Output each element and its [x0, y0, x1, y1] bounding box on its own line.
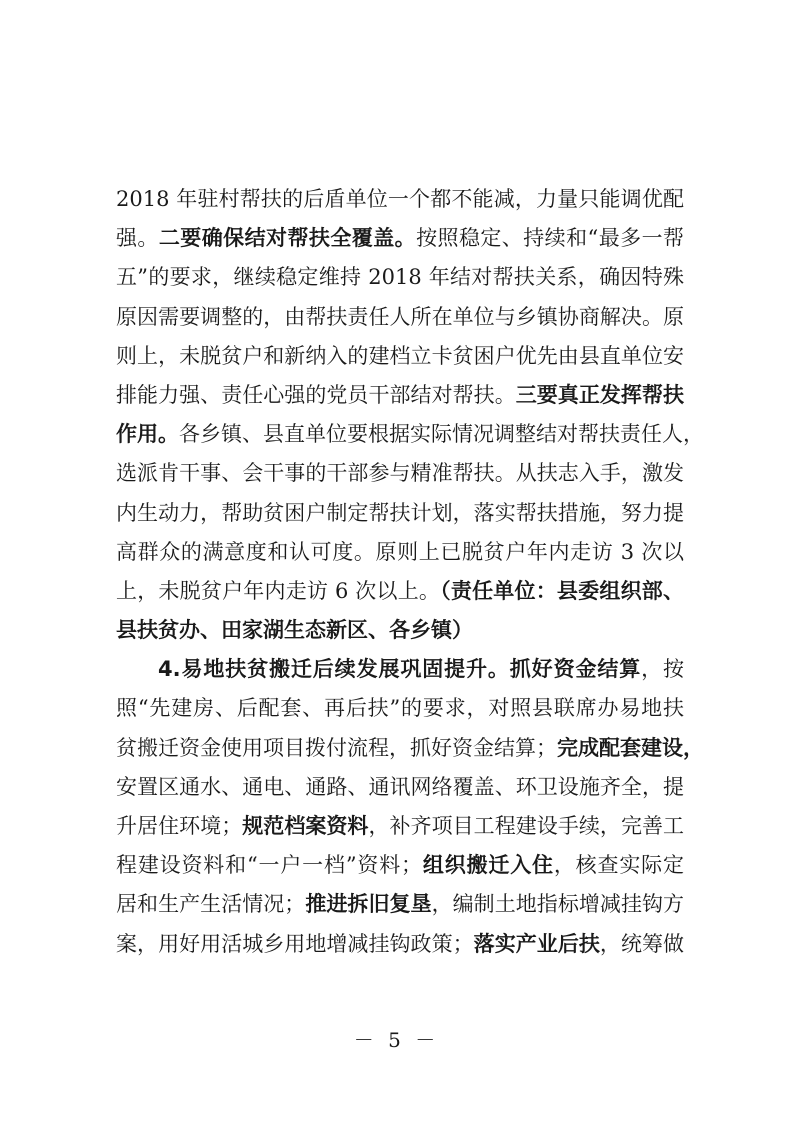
text-run: 2018 年驻村帮扶的后盾单位一个都不能减，力量只能调优配	[116, 187, 684, 211]
text-run: 按照稳定、持续和“最多一帮	[416, 226, 685, 251]
text-run: 则上，未脱贫户和新纳入的建档立卡贫困户优先由县直单位安	[116, 343, 684, 368]
section-heading: 4.易地扶贫搬迁后续发展巩固提升。	[158, 657, 510, 682]
text-line	[116, 768, 684, 807]
text-line	[116, 885, 684, 924]
text-line	[116, 925, 684, 964]
text-run: 五”的要求，继续稳定维持 2018 年结对帮扶关系，确因特殊	[116, 265, 684, 290]
responsible-units-run: 县扶贫办、田家湖生态新区、各乡镇）	[116, 618, 473, 643]
text-run: 居和生产生活情况；	[116, 892, 306, 917]
text-line	[116, 219, 684, 258]
text-run: 各乡镇、县直单位要根据实际情况调整结对帮扶责任人，	[179, 422, 704, 447]
text-run: 安置区通水、通电、通路、通讯网络覆盖、环卫设施齐全，提	[116, 774, 684, 799]
text-run: ，按	[641, 657, 685, 682]
bold-keyword-run: 落实产业后扶	[473, 931, 600, 956]
bold-keyword-run: 抓好资金结算	[509, 657, 642, 682]
text-line	[116, 846, 684, 885]
text-line	[116, 415, 704, 454]
text-run: ，补齐项目工程建设手续，完善工	[368, 814, 685, 838]
responsible-units-run: （责任单位：县委组织部、	[440, 578, 684, 603]
text-line	[116, 337, 684, 376]
text-line	[116, 533, 684, 572]
text-line	[116, 611, 684, 650]
bold-heading-run: 作用。	[116, 422, 179, 447]
text-run: 高群众的满意度和认可度。原则上已脱贫户年内走访 3 次以	[116, 539, 684, 564]
text-line	[116, 689, 684, 728]
text-run: 原因需要调整的，由帮扶责任人所在单位与乡镇协商解决。原	[116, 304, 684, 329]
text-line	[116, 729, 704, 768]
body-text	[116, 180, 704, 964]
text-line	[116, 180, 684, 219]
text-run: ，核查实际定	[553, 853, 684, 878]
text-run: 内生动力，帮助贫困户制定帮扶计划，落实帮扶措施，努力提	[116, 500, 684, 525]
text-run: 照“先建房、后配套、再后扶”的要求，对照县联席办易地扶	[116, 696, 684, 721]
text-run: 选派肯干事、会干事的干部参与精准帮扶。从扶志入手，激发	[116, 461, 684, 486]
text-run: ，编制土地指标增减挂钩方	[431, 892, 685, 917]
text-line	[116, 454, 684, 493]
text-line	[116, 807, 684, 846]
bold-keyword-run: 组织搬迁入住	[422, 853, 554, 878]
text-run: ，统筹做	[599, 931, 685, 956]
text-run: 升居住环境；	[116, 814, 243, 838]
text-run: 案，用好用活城乡用地增减挂钩政策；	[116, 931, 474, 956]
text-line	[116, 494, 684, 533]
bold-heading-run: 三要真正发挥帮扶	[515, 382, 685, 407]
text-line	[116, 258, 684, 297]
text-line	[116, 572, 684, 611]
text-run: 贫搬迁资金使用项目拨付流程，抓好资金结算；	[116, 735, 557, 760]
text-run: 程建设资料和“一户一档”资料；	[116, 853, 423, 878]
bold-keyword-run: 推进拆旧复垦	[305, 892, 432, 917]
section-heading-line	[116, 650, 684, 689]
page-number: － 5 －	[353, 1028, 440, 1052]
bold-keyword-run: 规范档案资料	[242, 814, 369, 838]
text-line	[116, 298, 684, 337]
text-run: 上，未脱贫户年内走访 6 次以上。	[116, 578, 441, 603]
text-line	[116, 376, 684, 415]
bold-heading-run: 二要确保结对帮扶全覆盖。	[158, 226, 417, 251]
bold-keyword-run: 完成配套建设，	[557, 735, 704, 760]
text-run: 排能力强、责任心强的党员干部结对帮扶。	[116, 382, 516, 407]
text-run: 强。	[116, 226, 159, 251]
